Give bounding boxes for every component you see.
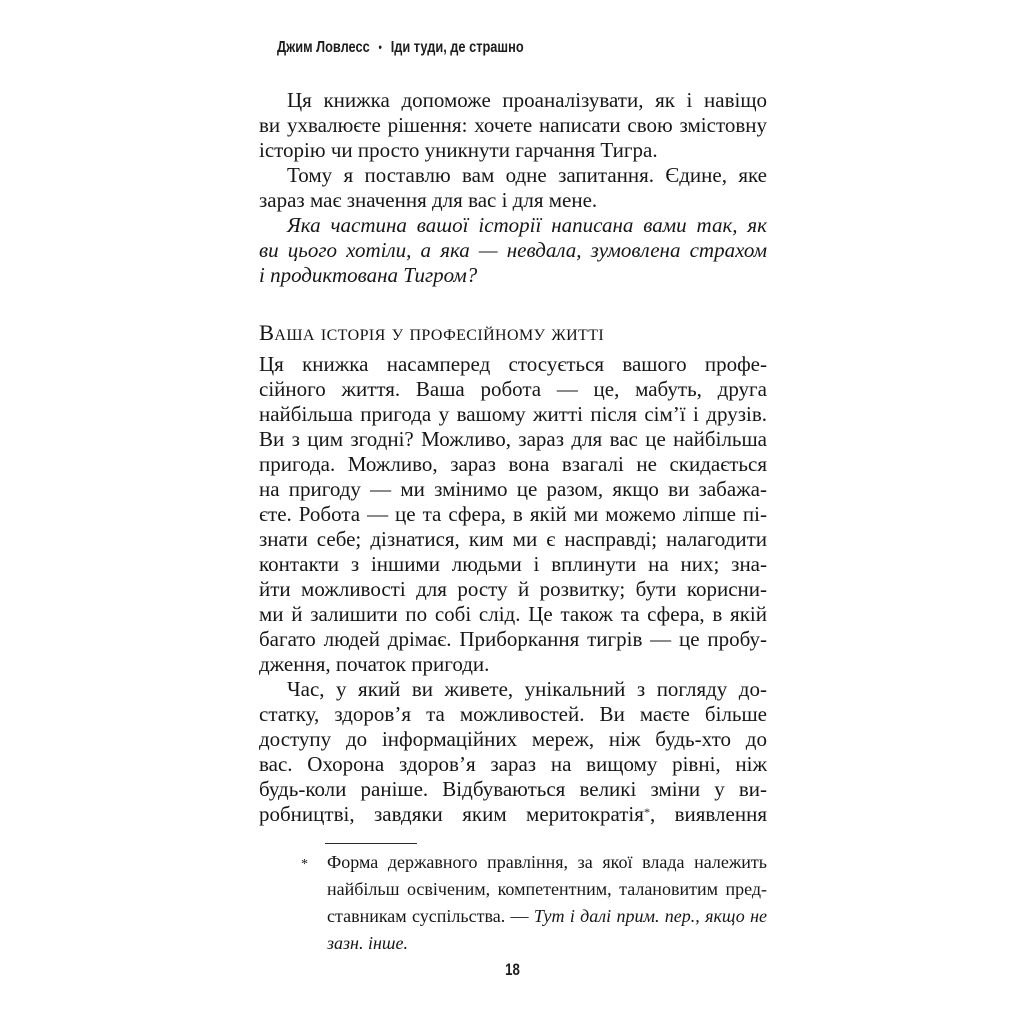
text-line: Яка частина вашої історії написана вами так, як (287, 213, 767, 237)
running-header (277, 39, 524, 57)
footnote-line: найбільш освіченим, компетентним, талановитим пред- (327, 879, 767, 899)
page-number: 18 (504, 960, 520, 979)
paragraph (259, 352, 767, 677)
text-segment: Тут і далі прим. пер., якщо не (533, 906, 768, 926)
text-line: ми й залишити по собі слід. Це також та сфера, в якій (259, 602, 767, 626)
text-line: історію чи просто уникнути гарчання Тигра. (259, 138, 658, 162)
paragraph (259, 213, 767, 288)
text-line: багато людей дрімає. Приборкання тигрів — це пробу- (259, 627, 767, 651)
text-line: ви ухвалюєте рішення: хочете написати свою змістовну (259, 113, 767, 137)
paragraph (259, 677, 767, 827)
text-line: Ця книжка допоможе проаналізувати, як і навіщо (287, 88, 767, 112)
text-line: будь-коли раніше. Відбуваються великі зміни у ви- (259, 777, 767, 801)
text-line: доступу до інформаційних мереж, ніж будь-хто до (259, 727, 767, 751)
text-line (259, 802, 767, 827)
paragraph (259, 88, 767, 163)
section-heading: Ваша історія у професійному житті (259, 320, 605, 345)
text-line: йти можливості для росту й розвитку; бути корисни- (259, 577, 767, 601)
footnote-ref-marker: * (643, 805, 650, 819)
text-line: на пригоду — ми змінимо це разом, якщо ви забажа- (259, 477, 767, 501)
text-line: сійного життя. Ваша робота — це, мабуть, друга (259, 377, 767, 401)
text-line: статку, здоров’я та можливостей. Ви маєте більше (259, 702, 767, 726)
footnote-lines (327, 849, 767, 957)
text-line: дження, початок пригоди. (259, 652, 490, 676)
text-segment: ставникам суспільства. — (327, 906, 534, 926)
text-segment: , виявлення (649, 802, 767, 826)
page-body (259, 88, 767, 957)
footnote-line (327, 903, 767, 930)
footnote-line (327, 930, 767, 957)
text-line: контакти з іншими людьми і вплинути на них; зна- (259, 552, 767, 576)
text-segment: робництві, завдяки яким меритократія (259, 802, 644, 826)
page-number-container (0, 960, 1024, 980)
text-line: Ви з цим згодні? Можливо, зараз для вас це найбільша (259, 427, 767, 451)
footnote-line: Форма державного правління, за якої влада належить (327, 852, 767, 872)
footnote-body (301, 849, 767, 957)
paragraph (259, 163, 767, 213)
text-line: знати себе; дізнатися, ким ми є насправді; налагодити (259, 527, 767, 551)
footnote-marker: * (301, 857, 308, 872)
footnote-rule (325, 843, 417, 844)
text-line: Тому я поставлю вам одне запитання. Єдине, яке (287, 163, 767, 187)
text-line: найбільша пригода у вашому житті після сім’ї і друзів. (259, 402, 767, 426)
text-line: зараз має значення для вас і для мене. (259, 188, 598, 212)
text-line: ви цього хотіли, а яка — невдала, зумовлена страхом (259, 238, 767, 262)
running-header-author: Джим Ловлесс (277, 39, 370, 56)
text-line: вас. Охорона здоров’я зараз на вищому рівні, ніж (259, 752, 767, 776)
text-line: єте. Робота — це та сфера, в якій ми можемо ліпше пі- (259, 502, 767, 526)
text-line: і продиктована Тигром? (259, 263, 478, 287)
running-header-title: Іди туди, де страшно (390, 39, 524, 56)
footnote (259, 843, 767, 957)
text-line: Час, у який ви живете, унікальний з погляду до- (287, 677, 767, 701)
bullet-separator-icon: • (378, 40, 382, 54)
text-segment: зазн. інше. (327, 933, 408, 953)
text-line: Ця книжка насамперед стосується вашого профе- (259, 352, 767, 376)
text-line: пригода. Можливо, зараз вона взагалі не скидається (259, 452, 767, 476)
